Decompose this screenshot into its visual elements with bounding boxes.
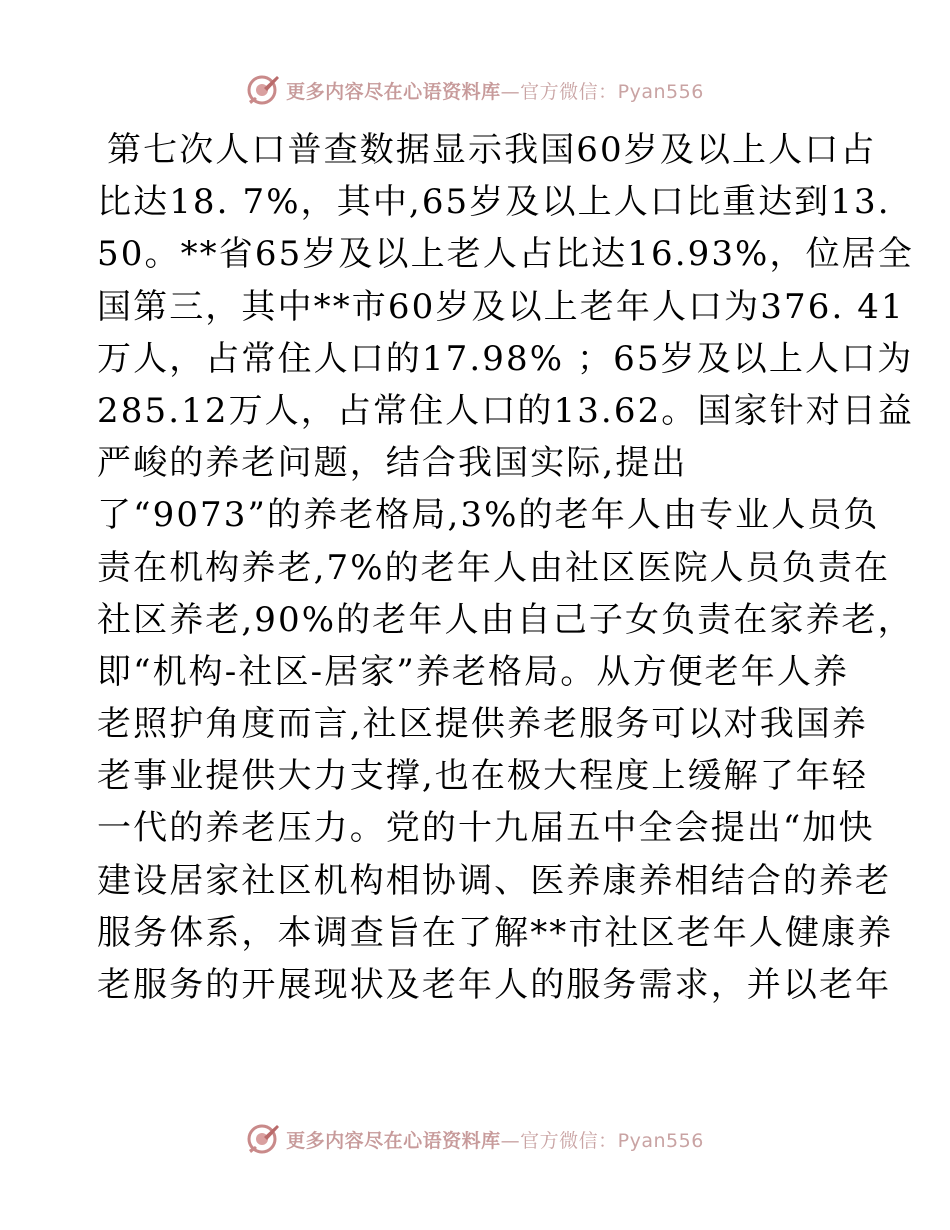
body-line: 比达18. 7%，其中,65岁及以上人口比重达到13.: [97, 182, 891, 223]
watermark-dash: —: [500, 1129, 521, 1152]
pen-logo-icon: [246, 1122, 280, 1156]
pen-logo-icon: [246, 73, 280, 107]
watermark-dash: —: [500, 80, 521, 103]
body-line: 严峻的养老问题，结合我国实际,提出: [97, 443, 688, 484]
document-body: [97, 124, 915, 1011]
body-line: 服务体系，本调查旨在了解**市社区老年人健康养: [97, 912, 894, 953]
body-line: 一代的养老压力。党的十九届五中全会提出“加快: [97, 808, 875, 849]
watermark-sub: 官方微信：Pyan556: [520, 1129, 704, 1152]
watermark-sub: 官方微信：Pyan556: [520, 80, 704, 103]
body-line: 285.12万人，占常住人口的13.62。国家针对日益: [97, 390, 915, 431]
body-line: 社区养老,90%的老年人由自己子女负责在家养老，: [97, 599, 914, 640]
body-line: 建设居家社区机构相协调、医养康养相结合的养老: [97, 860, 892, 901]
watermark-main: 更多内容尽在心语资料库: [286, 1129, 501, 1152]
body-line: 万人，占常住人口的17.98% ；65岁及以上人口为: [97, 338, 914, 379]
body-line: 了“9073”的养老格局,3%的老年人由专业人员负: [97, 495, 880, 536]
body-line: 老事业提供大力支撑,也在极大程度上缓解了年轻: [97, 756, 869, 797]
watermark-text: [286, 77, 704, 104]
watermark-text: [286, 1126, 704, 1153]
body-line: 责在机构养老,7%的老年人由社区医院人员负责在: [97, 547, 891, 588]
footer-watermark: [0, 1119, 950, 1159]
watermark-main: 更多内容尽在心语资料库: [286, 80, 501, 103]
body-line: 国第三，其中**市60岁及以上老年人口为376. 41: [97, 286, 905, 327]
body-line: 50。**省65岁及以上老人占比达16.93%，位居全: [97, 234, 914, 275]
body-line: 即“机构-社区-居家”养老格局。从方便老年人养: [97, 651, 850, 692]
body-line: 第七次人口普查数据显示我国60岁及以上人口占: [107, 130, 877, 170]
body-line: 老服务的开展现状及老年人的服务需求，并以老年: [97, 965, 892, 1005]
header-watermark: [0, 70, 950, 110]
body-line: 老照护角度而言,社区提供养老服务可以对我国养: [97, 704, 869, 745]
